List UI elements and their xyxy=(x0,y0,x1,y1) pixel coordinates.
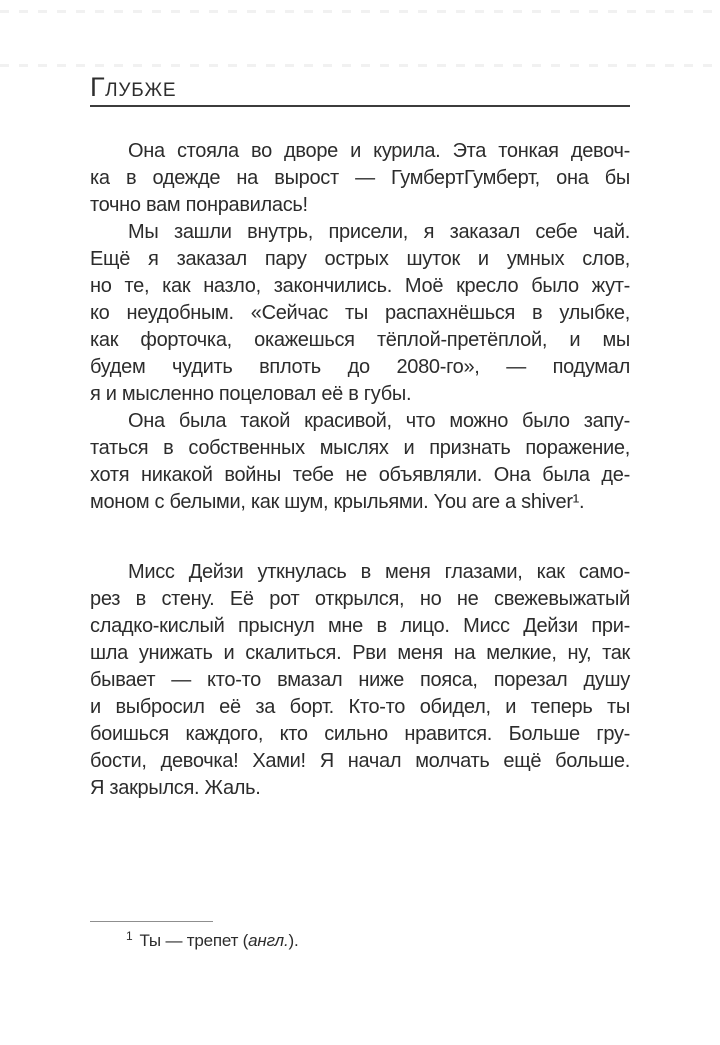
footnote-text xyxy=(90,929,630,954)
text-line: моном с белыми, как шум, крыльями. You are a shiver¹. xyxy=(90,491,585,513)
text-line: Она стояла во дворе и курила. Эта тонкая девоч- xyxy=(128,140,630,162)
footnote xyxy=(90,921,630,954)
text-line: будем чудить вплоть до 2080-го», — подумал xyxy=(90,356,630,378)
chapter-header xyxy=(90,72,630,107)
text-line: как форточка, окажешься тёплой-претёплой, и мы xyxy=(90,329,630,351)
chapter-title-rest: ЛУБЖЕ xyxy=(105,80,177,101)
text-line: Мисс Дейзи уткнулась в меня глазами, как само- xyxy=(128,561,630,583)
chapter-title-initial: Г xyxy=(90,72,106,102)
text-line: таться в собственных мыслях и признать поражение, xyxy=(90,437,630,459)
paragraph xyxy=(90,138,630,219)
text-line: рез в стену. Её рот открылся, но не свежевыжатый xyxy=(90,588,630,610)
scan-texture-line xyxy=(0,10,720,13)
text-line: сладко-кислый прыснул мне в лицо. Мисс Дейзи при- xyxy=(90,615,630,637)
text-line: точно вам понравилась! xyxy=(90,194,308,216)
scan-texture-line xyxy=(0,64,720,67)
text-line: я и мысленно поцеловал её в губы. xyxy=(90,383,412,405)
paragraph xyxy=(90,408,630,516)
text-line: ко неудобным. «Сейчас ты распахнёшься в улыбке, xyxy=(90,302,630,324)
paragraph xyxy=(90,219,630,408)
text-line: хотя никакой войны тебе не объявляли. Она была де- xyxy=(90,464,630,486)
text-line: бости, девочка! Хами! Я начал молчать ещё больше. xyxy=(90,750,630,772)
text-line: Я закрылся. Жаль. xyxy=(90,777,261,799)
paragraph xyxy=(90,559,630,802)
text-line: но те, как назло, закончились. Моё кресло было жут- xyxy=(90,275,630,297)
text-line: Мы зашли внутрь, присели, я заказал себе чай. xyxy=(128,221,630,243)
text-line: боишься каждого, кто сильно нравится. Больше гру- xyxy=(90,723,630,745)
text-line: ка в одежде на вырост — ГумбертГумберт, она бы xyxy=(90,167,630,189)
text-line: Ещё я заказал пару острых шуток и умных слов, xyxy=(90,248,630,270)
text-line: и выбросил её за борт. Кто-то обидел, и теперь ты xyxy=(90,696,630,718)
text-block xyxy=(90,138,630,802)
footnote-language-label: англ. xyxy=(248,931,289,950)
footnote-body-end: ). xyxy=(288,931,299,950)
text-line: бывает — кто-то вмазал ниже пояса, порезал душу xyxy=(90,669,630,691)
text-line: шла унижать и скалиться. Рви меня на мелкие, ну, так xyxy=(90,642,630,664)
text-line: Она была такой красивой, что можно было запу- xyxy=(128,410,630,432)
footnote-separator xyxy=(90,921,213,922)
footnote-body: Ты — трепет ( xyxy=(139,931,249,950)
footnote-marker: 1 xyxy=(126,929,133,943)
